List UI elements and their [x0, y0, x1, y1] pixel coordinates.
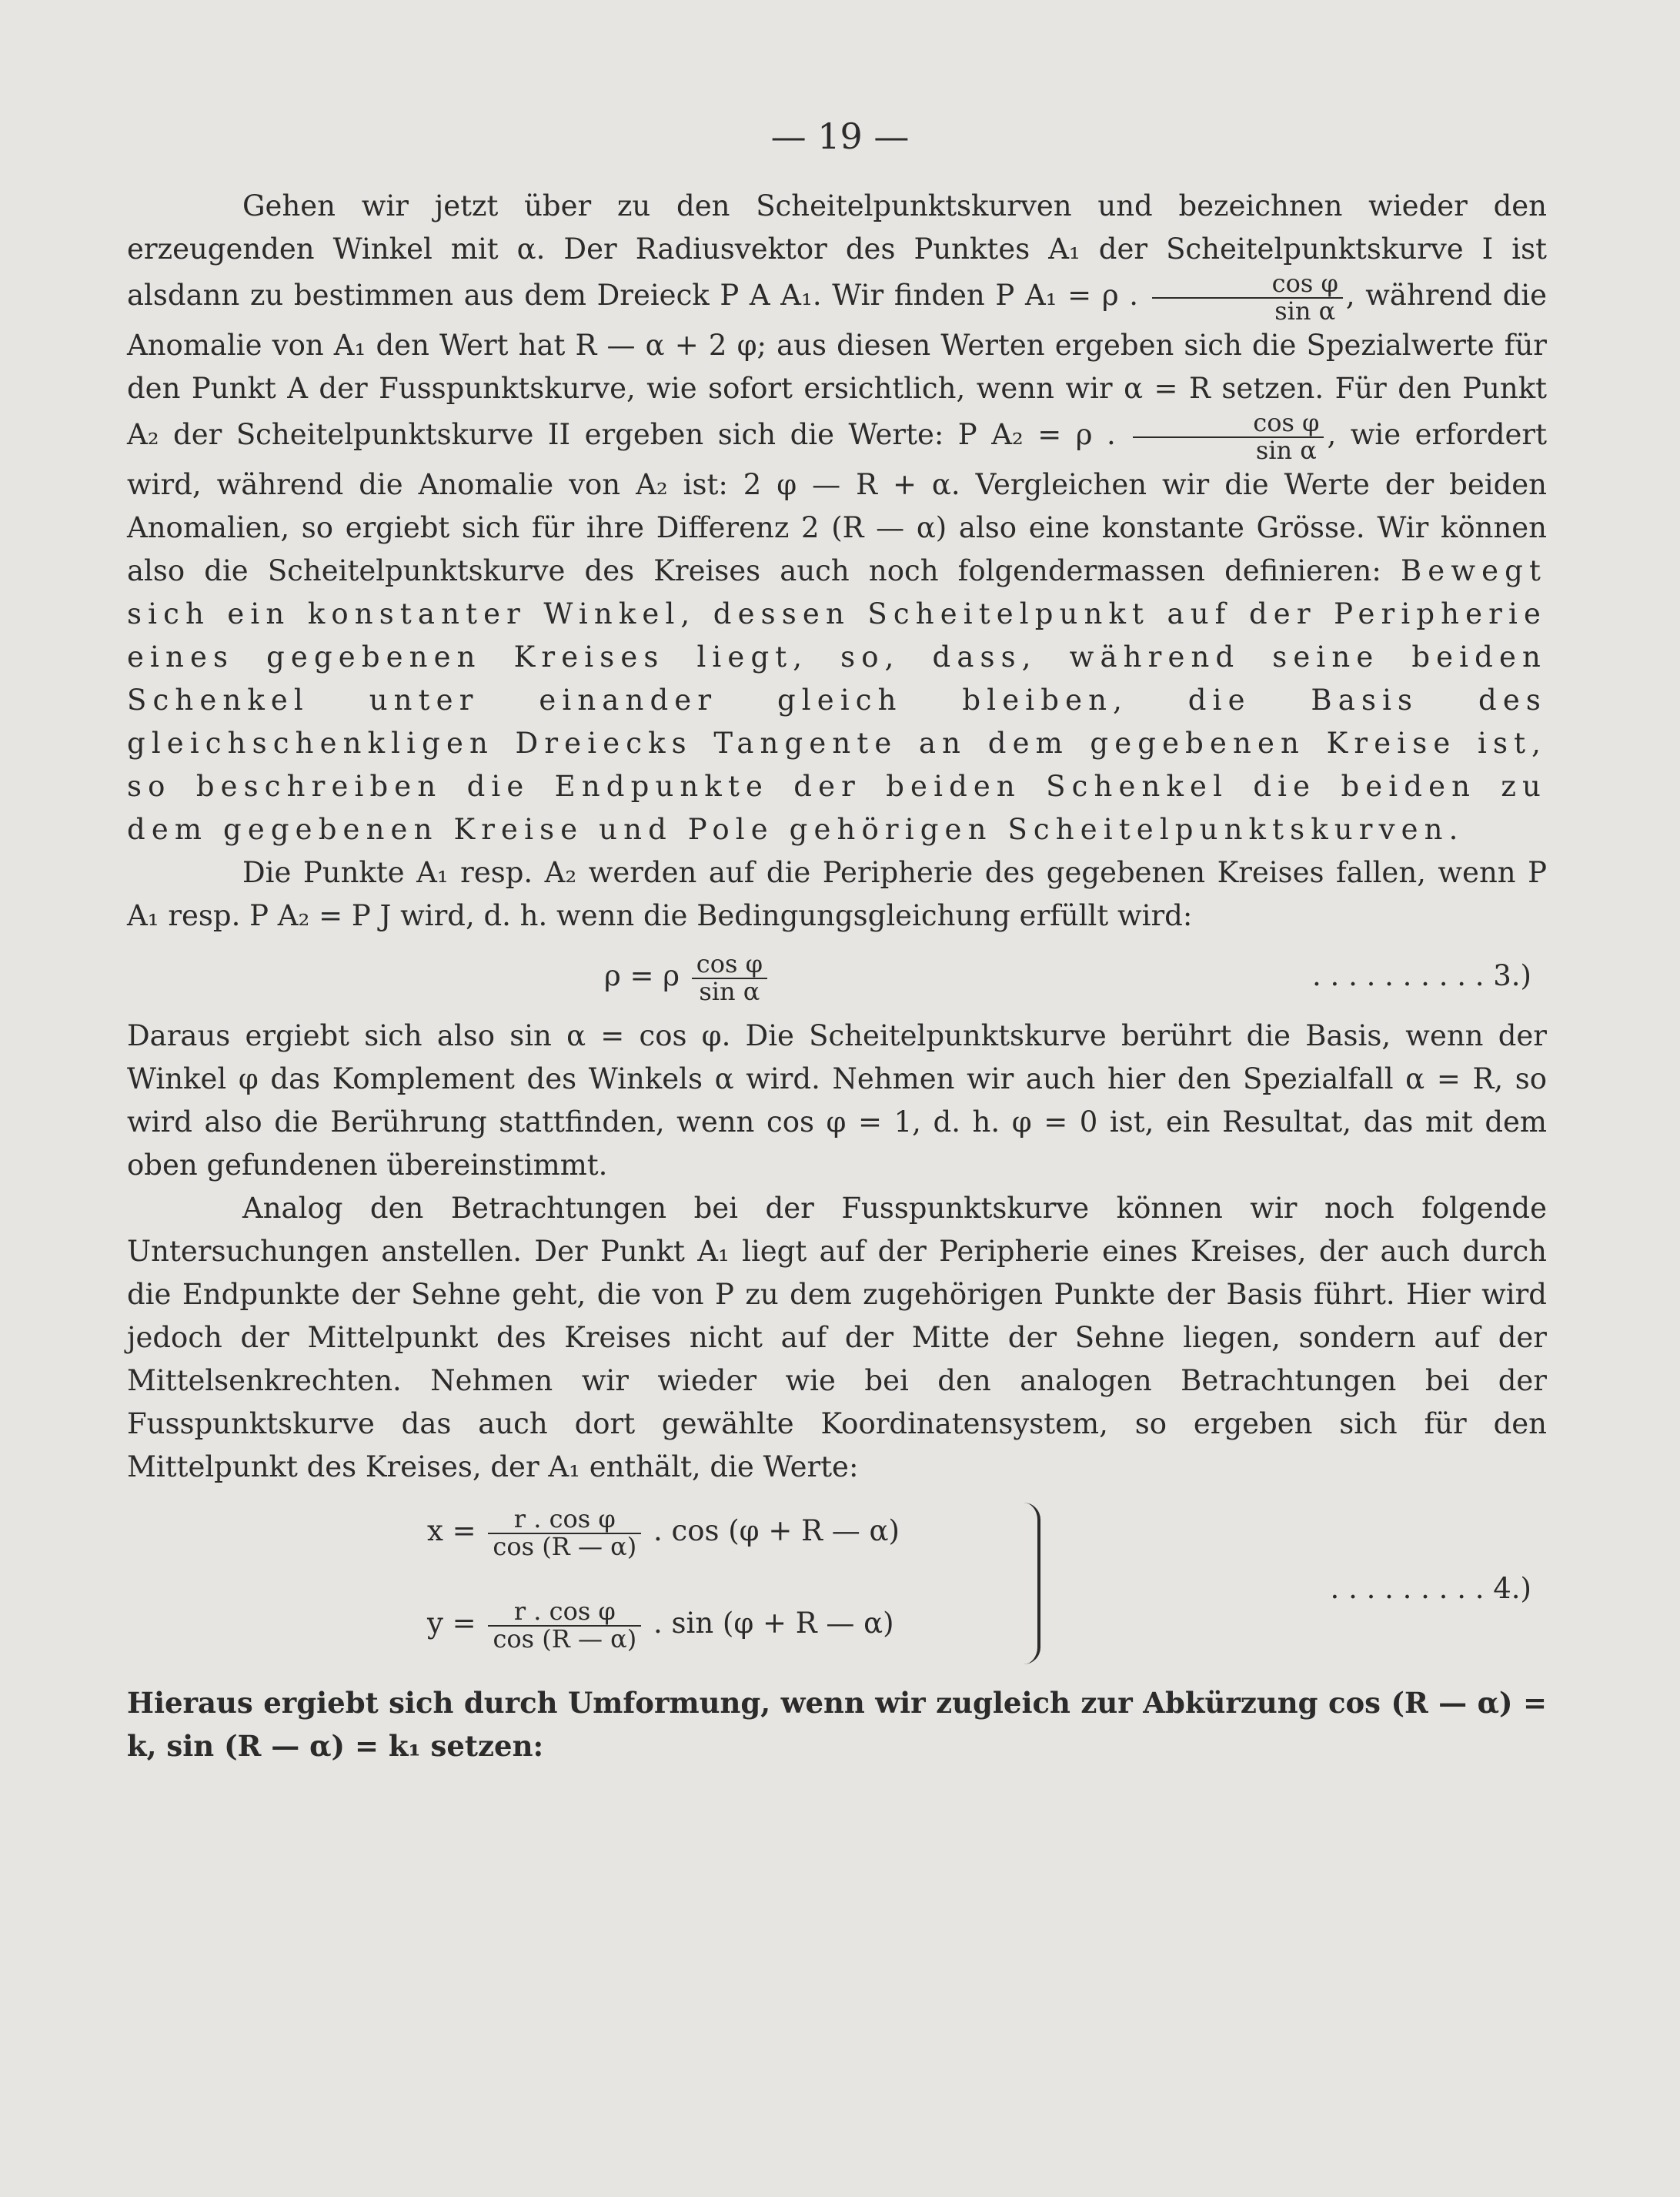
eq4-x-line: x = $\frac{\text{r . cos φ}}{\cos (R — \alpha)}$ . cos (φ + R — α)	[427, 1504, 900, 1561]
fraction-cos-phi-sin-alpha: $\frac{\text{cos φ}}{\text{sin α}}$	[1152, 271, 1343, 324]
eq4-y-line: y = $\frac{\text{r . cos φ}}{\cos (R — \alpha)}$ . sin (φ + R — α)	[427, 1597, 894, 1654]
page-number: — 19 —	[770, 115, 910, 157]
p1-text-b: , während die Anomalie von A₁ den Wert hat R — α + 2 φ; aus diesen Werten ergeben sich die Spezialwerte für den Punkt A der Fusspunktskurve, wie sofort ersichtlich, wenn wir α = R setzen. Für den Punkt A₂ der Scheitelpunktskurve II ergeben sich die Werte: P A₂ = ρ .	[127, 279, 1547, 452]
paragraph-2: Die Punkte A₁ resp. A₂ werden auf die Peripherie des gegebenen Kreises fallen, wenn P A₁ resp. P A₂ = P J wird, d. h. wenn die Bedingungsgleichung erfüllt wird:	[127, 856, 1547, 933]
paragraph-4: Analog den Betrachtungen bei der Fusspunktskurve können wir noch folgende Untersuchungen anstellen. Der Punkt A₁ liegt auf der Peripherie eines Kreises, der auch durch die Endpunkte der Sehne geht, die von P zu dem zugehörigen Punkte der Basis führt. Hier wird jedoch der Mittelpunkt des Kreises nicht auf der Mitte der Sehne liegen, sondern auf der Mittelsenkrechten. Nehmen wir wieder wie bei den analogen Betrachtungen bei der Fusspunktskurve das auch dort gewählte Koordinatensystem, so ergeben sich für den Mittelpunkt des Kreises, der A₁ enthält, die Werte:	[127, 1192, 1547, 1484]
curly-brace	[1024, 1503, 1040, 1664]
eq4-x-fraction: $\frac{\text{r . cos φ}}{\cos (R — \alpha)}$	[488, 1506, 641, 1560]
eq4-y-fraction: $\frac{\text{r . cos φ}}{\cos (R — \alpha)}$	[488, 1599, 641, 1652]
fraction-cos-phi-sin-alpha-2: $\frac{\text{cos φ}}{\text{sin α}}$	[1133, 410, 1324, 463]
p1-text-c: , wie erfordert wird, während die Anomalie von A₂ ist: 2 φ — R + α. Vergleichen wir die Werte der beiden Anomalien, so ergiebt sich für ihre Differenz 2 (R — α) also eine konstante Grösse. Wir können also die Scheitelpunktskurve des Kreises auch noch folgendermassen definieren:	[127, 418, 1547, 588]
p1-text-a: Gehen wir jetzt über zu den Scheitelpunktskurven und bezeichnen wieder den erzeugenden Winkel mit α. Der Radiusvektor des Punktes A₁ der Scheitelpunktskurve I ist alsdann zu bestimmen aus dem Dreieck P A A₁. Wir finden P A₁ = ρ .	[127, 189, 1547, 313]
eq4-number: . . . . . . . . . 4.)	[1330, 1572, 1531, 1606]
definition-spaced-text: Bewegt sich ein konstanter Winkel, dessen Scheitelpunkt auf der Peripherie eines gegebenen Kreises liegt, so, dass, während seine beiden Schenkel unter einander gleich bleiben, die Basis des gleichschenkligen Dreiecks Tangente an dem gegebenen Kreise ist, so beschreiben die Endpunkte der beiden Schenkel die beiden zu dem gegebenen Kreise und Pole gehörigen Scheitelpunktskurven.	[127, 554, 1548, 847]
equation-4-system	[127, 1496, 1547, 1681]
equation-3	[127, 938, 1547, 1015]
eq3-lhs: ρ = ρ	[604, 959, 680, 993]
eq3-fraction: $\frac{\text{cos φ}}{\text{sin α}}$	[692, 951, 767, 1005]
body-text	[127, 185, 1547, 1767]
eq3-number: . . . . . . . . . . 3.)	[1312, 959, 1531, 993]
paragraph-1	[127, 185, 1547, 851]
paragraph-5: Hieraus ergiebt sich durch Umformung, wenn wir zugleich zur Abkürzung cos (R — α) = k, sin (R — α) = k₁ setzen:	[127, 1686, 1547, 1764]
paragraph-3: Daraus ergiebt sich also sin α = cos φ. Die Scheitelpunktskurve berührt die Basis, wenn der Winkel φ das Komplement des Winkels α wird. Nehmen wir auch hier den Spezialfall α = R, so wird also die Berührung stattfinden, wenn cos φ = 1, d. h. φ = 0 ist, ein Resultat, das mit dem oben gefundenen übereinstimmt.	[127, 1019, 1547, 1182]
